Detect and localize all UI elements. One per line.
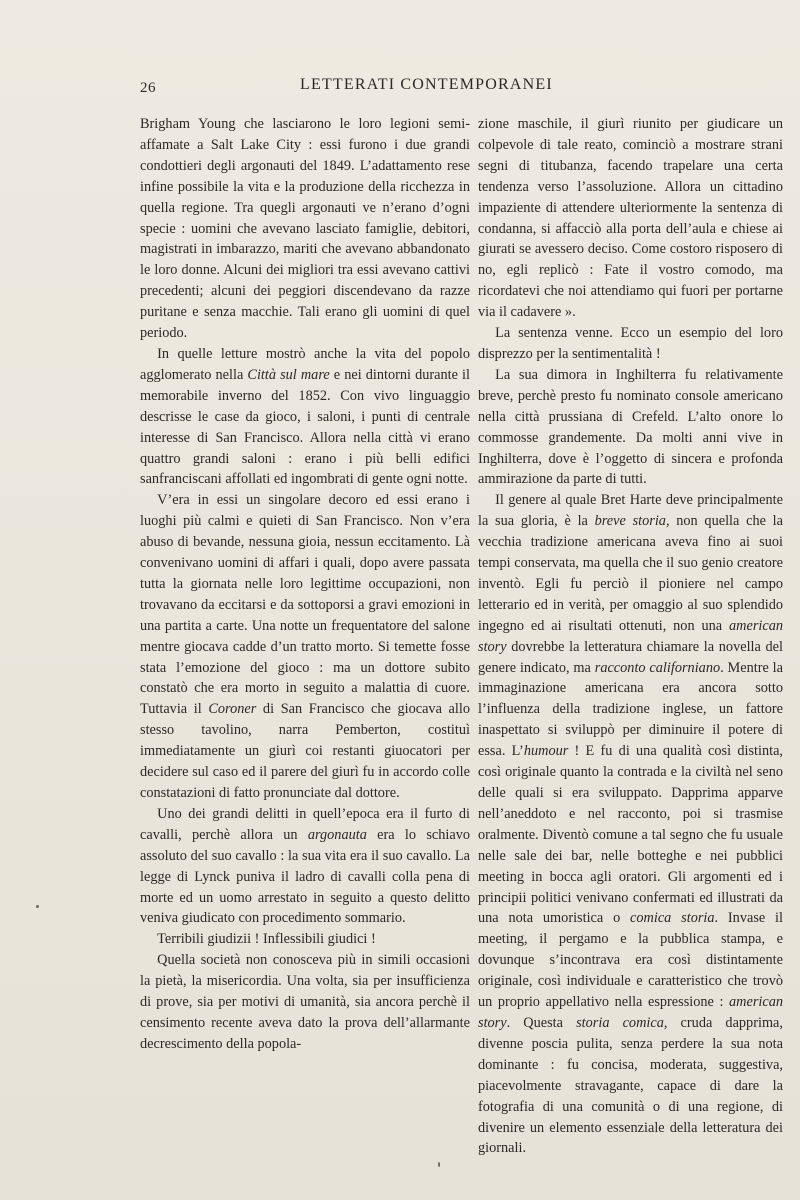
text-run: dovrebbe la letteratura chiamare la novella del genere indicato, ma: [478, 638, 783, 676]
italic-phrase: racconto californiano: [594, 659, 721, 676]
paragraph: [478, 114, 783, 323]
italic-phrase: american story: [478, 617, 783, 655]
text-run: In quelle letture mostrò anche la vita del popolo agglomerato nella: [140, 345, 470, 383]
text-run: di San Francisco che giocava allo stesso tavolino, narra Pemberton, costituì immediatamente un giurì coi restanti giuocatori per decidere sul caso ed il parere del giurì fu in accordo colle constatazioni di fatto pronunciate dal dottore.: [140, 701, 470, 801]
italic-phrase: american story: [478, 994, 783, 1031]
text-run: Quella società non conosceva più in simili occasioni la pietà, la misericordia. Una volta, sia per insufficienza di prove, sia per motivi di umanità, sia ancora perchè il censimento recente aveva dato la prova dell’allarmante decrescimento della popola-: [140, 952, 470, 1052]
text-run: V’era in essi un singolare decoro ed essi erano i luoghi più calmi e quieti di San Francisco. Non v’era abuso di bevande, nessuna gioia, nessun eccitamento. Là convenivano uomini di affari i quali, dopo avere passata tutta la giornata nelle loro legittime occupazioni, non trovavano da eccitarsi e da sottoporsi a gravi emozioni in una partita a carte. Una notte un frequentatore del salone mentre giocava cadde d’un tratto morto. Si temette fosse stata l’emozione del gioco : ma un dottore subito constatò che era morto in seguito a malattia di cuore. Tuttavia il: [140, 492, 470, 718]
paragraph: [478, 365, 783, 490]
text-run: Brigham Young che lasciarono le loro legioni semi-affamate a Salt Lake City : essi furono i due grandi condottieri degli argonauti del 1849. L’adattamento rese infine possibile la vita e la produzione della ricchezza in quella regione. Tra quegli argonauti ve n’erano d’ogni specie : uomini che avevano lasciato famiglie, debitori, magistrati in imbarazzo, mariti che avevano abbandonato le loro donne. Alcuni dei migliori tra essi avevano cattivi precedenti; alcuni dei peggiori discendevano da razze puritane e senza macchie. Tali erano gli uomini di quel periodo.: [140, 116, 470, 342]
paragraph: [140, 929, 470, 950]
text-run: La sentenza venne. Ecco un esempio del loro disprezzo per la sentimentalità !: [478, 325, 783, 362]
paper-speck: [438, 1162, 440, 1167]
paragraph: [478, 490, 783, 1159]
text-run: e nei dintorni durante il memorabile inverno del 1852. Con vivo linguaggio descrisse le case da gioco, i saloni, i punti di centrale interesse di San Francisco. Allora nella città vi erano quattro grandi saloni : erano i più belli edifici sanfranciscani affollati ed ingombrati di gente ogni notte.: [140, 366, 470, 488]
text-run: Terribili giudizii ! Inflessibili giudici !: [157, 931, 376, 948]
text-run: La sua dimora in Inghilterra fu relativamente breve, perchè presto fu nominato console americano nella città prussiana di Crefeld. L’alto onore lo commosse grandemente. Da molti anni vive in Inghilterra, dove è l’oggetto di sincera e profonda ammirazione da parte di tutti.: [478, 366, 783, 488]
text-run: era lo schiavo assoluto del suo cavallo : la sua vita era il suo cavallo. La legge di Lynck puniva il ladro di cavalli colla pena di morte ed un uomo arrestato in seguito a questo delitto veniva giudicato con procedimento sommario.: [140, 826, 470, 927]
text-run: . Mentre la immaginazione americana era ancora sotto l’influenza della tradizione inglese, un fattore inaspettato si sviluppò per diminuire il potere di essa. L’: [478, 659, 784, 760]
text-run: , non quella che la vecchia tradizione americana aveva fino ai suoi tempi conservata, ma quella che il suo genio creatore inventò. Egli fu perciò il pioniere nel campo letterario ed in verità, per omaggio al suo splendido ingegno ed ai risultati ottenuti, non una: [478, 513, 783, 634]
paper-speck: [36, 905, 39, 908]
italic-phrase: breve storia: [594, 513, 666, 530]
italic-phrase: argonauta: [307, 826, 367, 843]
italic-phrase: Coroner: [208, 701, 257, 718]
paragraph: [140, 490, 470, 804]
right-text-column: [478, 114, 783, 1159]
paragraph: [140, 804, 470, 929]
text-run: zione maschile, il giurì riunito per giudicare un colpevole di tale reato, cominciò a mostrare strani segni di titubanza, facendo trapelare una certa tendenza verso l’assoluzione. Allora un cittadino impaziente di attendere ulteriormente la sentenza di condanna, si affacciò alla porta dell’aula e chiese ai giurati se avessero deciso. Come costoro risposero di no, egli replicò : Fate il vostro comodo, ma ricordatevi che noi attendiamo qui fuori per portarne via il cadavere ».: [478, 116, 783, 321]
page-number: 26: [140, 80, 156, 96]
italic-phrase: Città sul mare: [247, 366, 330, 383]
paragraph: [140, 344, 470, 490]
paragraph: [140, 950, 470, 1055]
text-run: Uno dei grandi delitti in quell’epoca era il furto di cavalli, perchè allora un: [140, 805, 470, 843]
text-run: . Questa: [506, 1014, 577, 1031]
text-run: ! E fu di una qualità così distinta, così originale quanto la contrada e la civiltà nel seno delle quali si era sviluppato. Dapprima apparve nell’aneddoto e nel racconto, poi si trasmise oralmente. Diventò comune a tal segno che fu usuale nelle sale dei bar, nelle botteghe e nei pubblici meeting in bocca agli oratori. Gli argomenti ed i principii politici venivano confermati ed illustrati da una nota umoristica o: [478, 743, 783, 927]
text-run: , cruda dapprima, divenne poscia pulita, senza perdere la sua nota dominante : fu concisa, moderata, suggestiva, piacevolmente stravagante, capace di dare la fotografia di una comunità o di una regione, di divenire un elemento essenziale della letteratura dei giornali.: [478, 1014, 783, 1157]
paragraph: [478, 323, 783, 365]
italic-phrase: storia comica: [576, 1014, 664, 1031]
italic-phrase: comica storia: [630, 910, 715, 927]
text-run: . Invase il meeting, il pergamo e la pubblica stampa, e dovunque s’incontrava era così distintamente originale, così individuale e caratteristico che trovò un proprio appellativo nella espressione :: [478, 910, 784, 1011]
paragraph: [140, 114, 470, 344]
left-text-column: [140, 114, 470, 1055]
text-run: Il genere al quale Bret Harte deve principalmente la sua gloria, è la: [478, 492, 783, 530]
running-title: LETTERATI CONTEMPORANEI: [300, 76, 553, 93]
italic-phrase: humour: [523, 743, 569, 760]
